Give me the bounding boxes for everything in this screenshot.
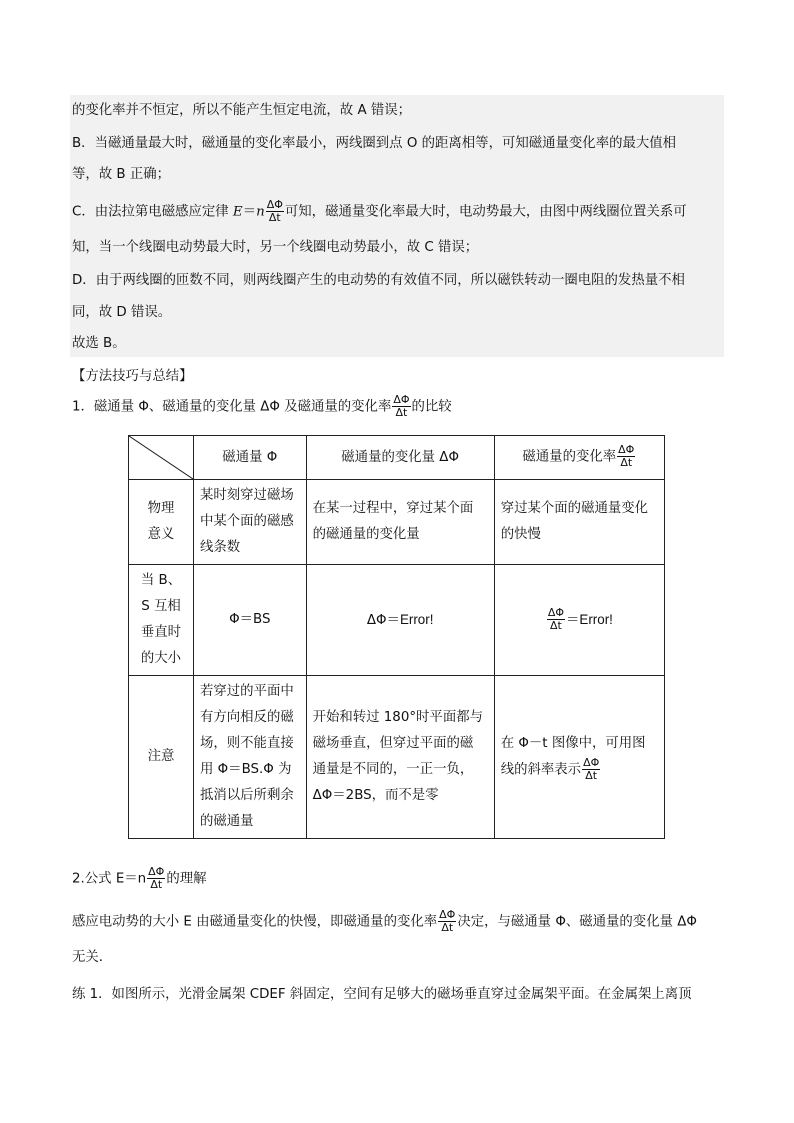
solution-line-3: 等，故 B 正确； (72, 167, 171, 182)
table-row-physical-meaning (129, 480, 665, 565)
emf-symbol: E (232, 204, 243, 220)
solution-line-7: 同，故 D 错误。 (72, 305, 172, 320)
fraction-denominator: Δt (620, 456, 633, 470)
cell-change-meaning (306, 480, 494, 565)
cell-line: 某时刻穿过磁场 (200, 488, 294, 503)
cell-line: 在 Φ－t 图像中，可用图 (500, 735, 646, 751)
cell-flux-note (194, 676, 307, 839)
cell-flux-formula: Φ＝BS (194, 565, 307, 676)
table-row-magnitude (129, 565, 665, 676)
error-text: Error! (399, 611, 434, 627)
change-formula-prefix: ΔΦ＝ (366, 612, 400, 628)
faraday-fraction (266, 199, 284, 224)
solution-line-5: 知，当一个线圈电动势最大时，另一个线圈电动势最小，故 C 错误； (72, 240, 479, 255)
fraction-numerator: ΔΦ (148, 865, 165, 878)
formula-heading (72, 866, 207, 891)
formula-paragraph (72, 909, 697, 934)
formula-paragraph-end: 无关． (72, 950, 113, 965)
row-label-physical-meaning (129, 480, 194, 565)
cell-line: 通量是不同的，一正一负， (312, 762, 474, 777)
row-label-line: 意义 (147, 527, 175, 542)
formula-paragraph-fraction (438, 909, 456, 934)
header-flux-change: 磁通量的变化量 ΔΦ (306, 436, 494, 480)
header-flux-rate-label: 磁通量的变化率 (522, 449, 617, 465)
fraction-denominator: Δt (585, 768, 598, 782)
row-label-magnitude (129, 565, 194, 676)
formula-heading-fraction (147, 866, 165, 891)
solution-line-4 (72, 199, 687, 224)
cell-rate-meaning (494, 480, 664, 565)
cell-line: 开始和转过 180°时平面都与 (312, 710, 483, 725)
fraction-numerator: ΔΦ (547, 606, 565, 619)
formula-paragraph-post: 决定，与磁通量 Φ、磁通量的变化量 ΔΦ (457, 914, 697, 930)
formula-paragraph-pre: 感应电动势的大小 E 由磁通量变化的快慢，即磁通量的变化率 (72, 914, 438, 930)
fraction-denominator: Δt (268, 211, 281, 224)
cell-line: ΔΦ＝2BS，而不是零 (312, 788, 439, 803)
cell-flux-meaning (194, 480, 307, 565)
cell-line: 中某个面的磁感 (200, 514, 294, 529)
fraction-numerator: ΔΦ (393, 393, 410, 406)
cell-line (501, 757, 658, 784)
cell-line: 的快慢 (500, 527, 541, 542)
header-flux: 磁通量 Φ (194, 436, 307, 480)
cell-line: 场，则不能直接 (200, 736, 294, 751)
table-row-notes (129, 676, 665, 839)
formula-heading-pre: 2.公式 E＝n (72, 871, 147, 887)
fraction-numerator: ΔΦ (439, 908, 456, 921)
formula-heading-post: 的理解 (166, 871, 207, 887)
turns-symbol: n (256, 204, 265, 220)
exercise-line: 练 1．如图所示，光滑金属架 CDEF 斜固定，空间有足够大的磁场垂直穿过金属架平面。在金属架上离顶 (72, 987, 692, 1002)
cell-line: 的磁通量 (200, 814, 254, 829)
rate-fraction (392, 394, 410, 419)
cell-line: 若穿过的平面中 (200, 684, 294, 699)
solution-line-1: 的变化率并不恒定，所以不能产生恒定电流，故 A 错误； (72, 103, 412, 118)
fraction-numerator: ΔΦ (583, 755, 600, 769)
header-flux-rate (494, 436, 664, 480)
slope-fraction (582, 757, 600, 782)
fraction-denominator: Δt (441, 921, 454, 934)
solution-line-4-post: 可知，磁通量变化率最大时，电动势最大，由图中两线圈位置关系可 (284, 204, 687, 220)
slope-text: 线的斜率表示 (500, 762, 582, 778)
fraction-numerator: ΔΦ (266, 198, 283, 211)
cell-change-formula (306, 565, 494, 676)
fraction-denominator: Δt (550, 619, 562, 632)
equals-sign: ＝ (242, 204, 257, 220)
row-label-line: S 互相 (141, 599, 181, 614)
row-label-notes: 注意 (129, 676, 194, 839)
method-item-1 (72, 394, 452, 419)
cell-line: 有方向相反的磁 (200, 710, 294, 725)
solution-line-4-pre: C．由法拉第电磁感应定律 (72, 204, 229, 220)
solution-line-6: D．由于两线圈的匝数不同，则两线圈产生的电动势的有效值不同，所以磁铁转动一圈电阻的发热量不相 (72, 273, 685, 288)
solution-conclusion: 故选 B。 (72, 336, 126, 351)
cell-rate-formula (494, 565, 664, 676)
error-text: Error! (579, 611, 613, 627)
table-header-row (129, 436, 665, 480)
cell-line: 的磁通量的变化量 (312, 527, 420, 542)
rate-formula-fraction (547, 607, 565, 632)
cell-rate-note (494, 676, 664, 839)
method-heading: 【方法技巧与总结】 (72, 369, 193, 384)
diagonal-corner-cell (129, 436, 194, 480)
fraction-denominator: Δt (395, 406, 408, 419)
solution-line-2: B．当磁通量最大时，磁通量的变化率最小，两线圈到点 O 的距离相等，可知磁通量变化率的最大值相 (72, 136, 677, 151)
cell-line: 线条数 (200, 540, 241, 555)
comparison-table (128, 435, 665, 839)
header-rate-fraction (617, 444, 635, 469)
cell-line: 穿过某个面的磁通量变化 (500, 501, 649, 516)
method-item-1-post: 的比较 (411, 399, 452, 415)
row-label-line: 当 B、 (140, 573, 182, 588)
row-label-line: 垂直时 (140, 625, 182, 640)
cell-line: 抵消以后所剩余 (200, 788, 294, 803)
cell-line: 在某一过程中，穿过某个面 (312, 501, 474, 516)
row-label-line: 物理 (147, 501, 175, 516)
method-item-1-pre: 1．磁通量 Φ、磁通量的变化量 ΔΦ 及磁通量的变化率 (72, 399, 392, 415)
fraction-denominator: Δt (150, 878, 163, 891)
cell-line: 磁场垂直，但穿过平面的磁 (312, 736, 474, 751)
diagonal-line (129, 436, 193, 479)
row-label-line: 的大小 (140, 651, 182, 666)
fraction-numerator: ΔΦ (618, 443, 635, 457)
cell-line: 用 Φ＝BS.Φ 为 (200, 762, 292, 777)
cell-change-note (306, 676, 494, 839)
equals-sign: ＝ (566, 612, 580, 628)
